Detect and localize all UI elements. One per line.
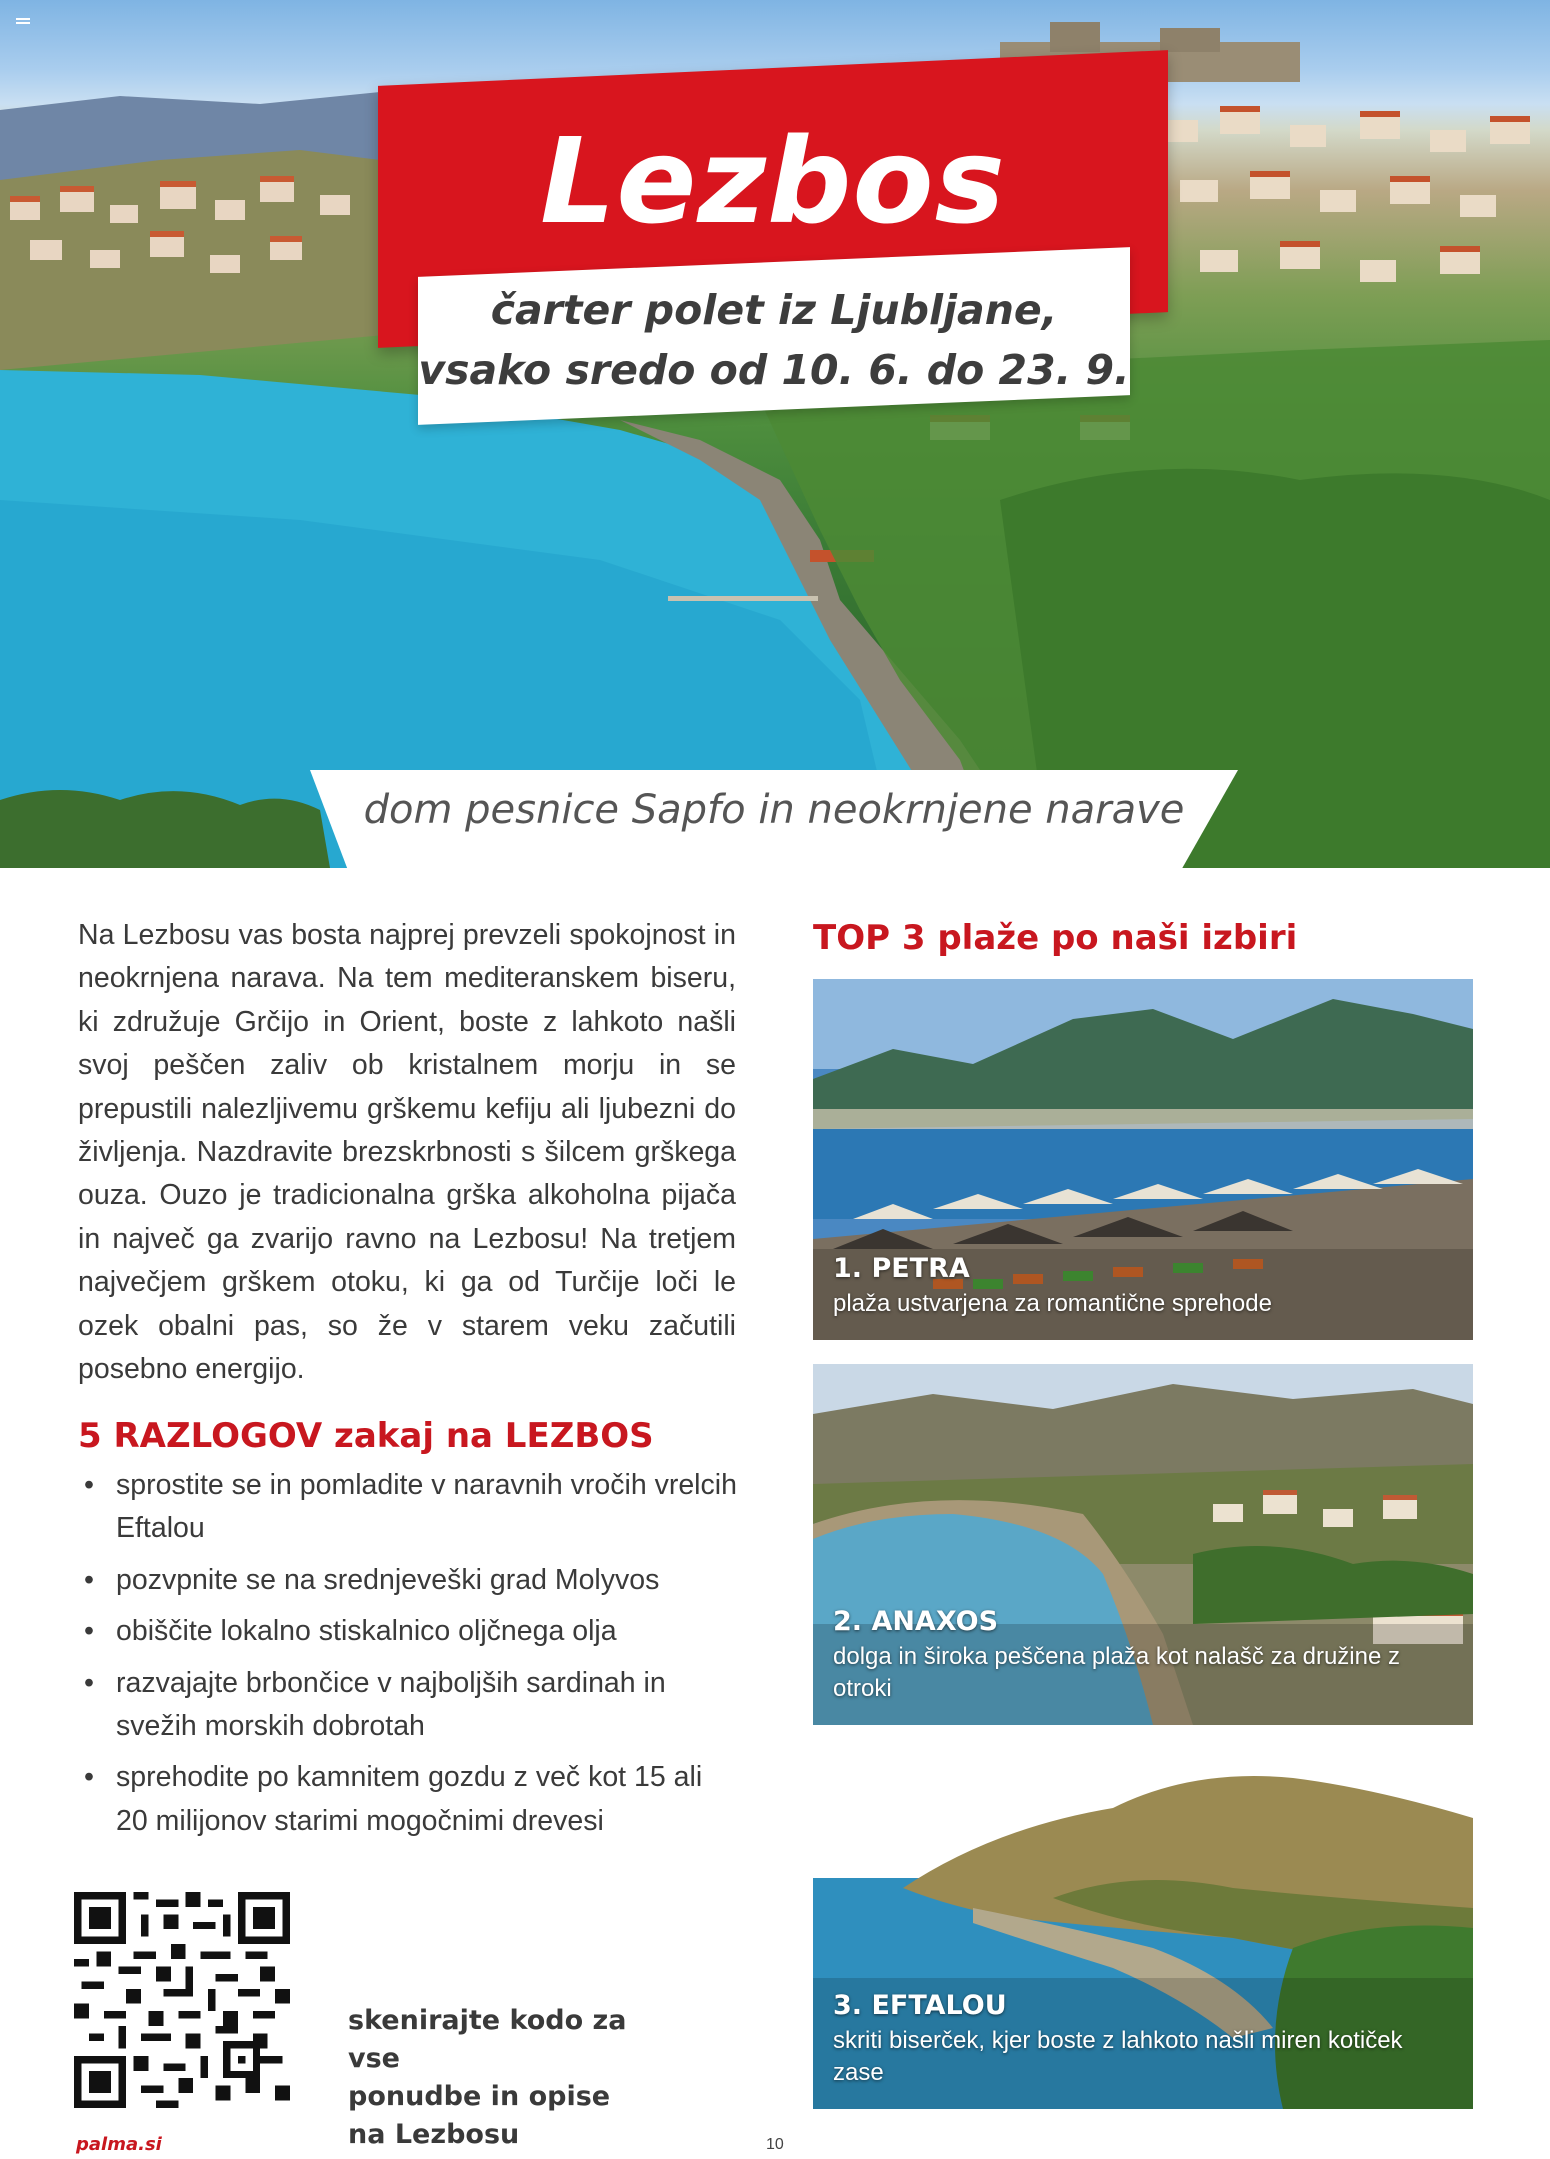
beaches-title: TOP 3 plaže po naši izbiri — [813, 918, 1298, 958]
reasons-title: 5 RAZLOGOV zakaj na LEZBOS — [78, 1416, 654, 1456]
beach-description: dolga in široka peščena plaža kot nalašč za družine z otroki — [833, 1643, 1400, 1702]
intro-paragraph: Na Lezbosu vas bosta najprej prevzeli spokojnost in neokrnjena narava. Na tem mediteranskem biseru, ki združuje Grčijo in Orient, boste z lahkoto našli svoj peščen zaliv ob kristalnem morju in se prepustili nalezljivemu grškemu kefiju ali ljubezni do življenja. Nazdravite brezskrbnosti s šilcem grškega ouza. Ouzo je tradicionalna grška alkoholna pijača in največ ga zvarijo ravno na Lezbosu! Na tretjem največjem grškem otoku, ki ga od Turčije loči le ozek obalni pas, so že v starem veku začutili posebno energijo. — [78, 919, 736, 1386]
beach-name: 1. PETRA — [833, 1253, 970, 1284]
beach-card-petra — [813, 979, 1473, 1340]
qr-text-line1: skenirajte kodo za vse — [348, 2005, 627, 2074]
beach-card-eftalou — [813, 1748, 1473, 2109]
list-item: • sprostite se in pomladite v naravnih vročih vrelcih Eftalou — [78, 1464, 738, 1551]
beach-description: plaža ustvarjena za romantične sprehode — [833, 1290, 1272, 1317]
flight-info-line1: čarter polet iz Ljubljane, — [490, 286, 1058, 334]
list-item: • razvajajte brbončice v najboljših sardinah in svežih morskih dobrotah — [78, 1662, 738, 1749]
list-item: • sprehodite po kamnitem gozdu z več kot 15 ali 20 milijonov starimi mogočnimi drevesi — [78, 1756, 738, 1843]
qr-text-line3: na Lezbosu — [348, 2119, 520, 2150]
beach-description: skriti biserček, kjer boste z lahkoto našli miren kotiček zase — [833, 2027, 1403, 2086]
menu-icon[interactable] — [16, 18, 30, 28]
page-title: Lezbos — [540, 112, 1006, 250]
list-item: • pozvpnite se na srednjeveški grad Molyvos — [78, 1559, 738, 1602]
qr-code[interactable] — [74, 1892, 290, 2108]
reasons-list — [78, 1464, 738, 1851]
footer-brand-link[interactable]: palma.si — [76, 2134, 162, 2155]
flight-info-line2: vsako sredo od 10. 6. do 23. 9. — [418, 346, 1130, 394]
list-item: • obiščite lokalno stiskalnico oljčnega olja — [78, 1610, 738, 1653]
beach-card-anaxos — [813, 1364, 1473, 1725]
page-number: 10 — [766, 2136, 784, 2153]
qr-instructions — [348, 2002, 678, 2154]
beach-name: 2. ANAXOS — [833, 1606, 999, 1637]
flight-info — [418, 280, 1130, 400]
tagline: dom pesnice Sapfo in neokrnjene narave — [363, 787, 1185, 833]
beach-name: 3. EFTALOU — [833, 1990, 1007, 2021]
qr-text-line2: ponudbe in opise — [348, 2081, 611, 2112]
